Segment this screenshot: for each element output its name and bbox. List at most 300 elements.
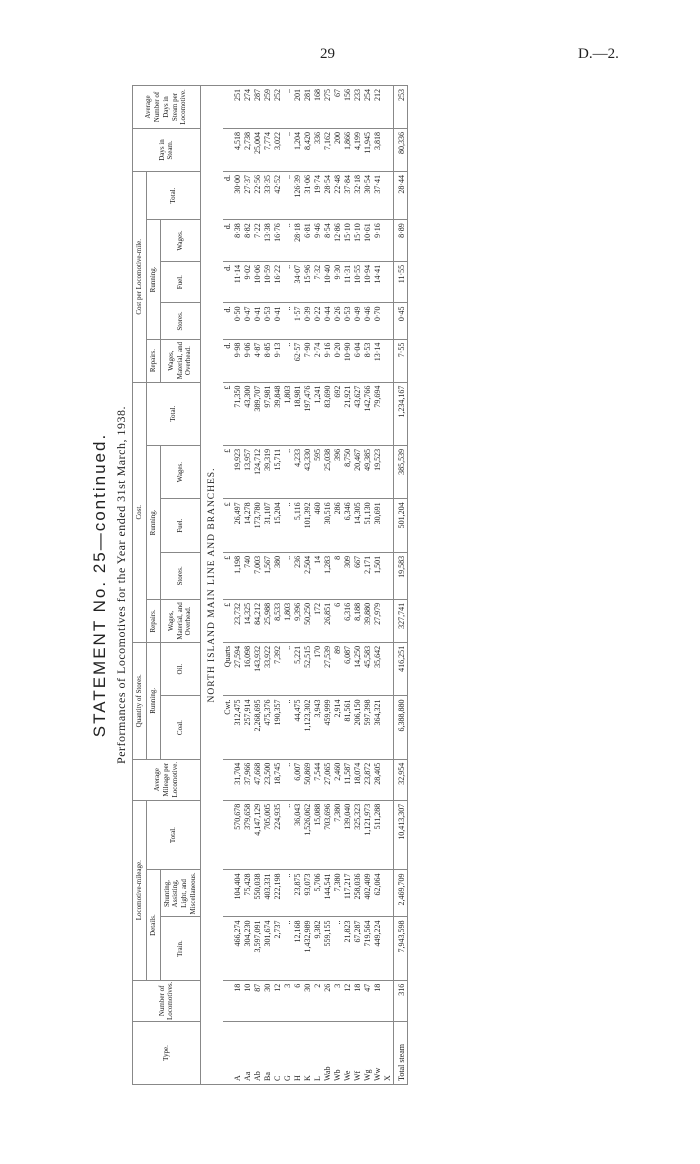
- value-cell: [383, 499, 394, 553]
- value-cell: 18: [233, 980, 243, 1021]
- type-cell: Aa: [243, 1022, 253, 1085]
- value-cell: [383, 220, 394, 262]
- value-cell: 501,204: [393, 499, 407, 553]
- value-cell: ..: [283, 129, 293, 172]
- value-cell: 7,162: [323, 129, 333, 172]
- value-cell: 42·52: [273, 172, 283, 220]
- value-cell: 460: [313, 499, 323, 553]
- value-cell: 2,268,695: [253, 696, 263, 759]
- col-group-details: Details.: [146, 870, 160, 980]
- value-cell: 1,198: [233, 552, 243, 599]
- value-cell: 6,316: [343, 599, 353, 642]
- value-cell: 30: [263, 980, 273, 1021]
- value-cell: 6,388,880: [393, 696, 407, 759]
- col-train: Train.: [160, 917, 200, 980]
- col-shunting: Shunting, Assisting, Light, and Miscellaneous.: [160, 870, 200, 917]
- value-cell: 740: [243, 552, 253, 599]
- value-cell: 8: [333, 552, 343, 599]
- value-cell: 403,331: [263, 870, 273, 917]
- table-row: [243, 86, 253, 1085]
- value-cell: 719,564: [363, 917, 373, 980]
- table-row: [343, 86, 353, 1085]
- type-cell: Ab: [253, 1022, 263, 1085]
- value-cell: ..: [283, 870, 293, 917]
- value-cell: 7·90: [303, 339, 313, 382]
- value-cell: 0·41: [273, 303, 283, 339]
- value-cell: 0·50: [233, 303, 243, 339]
- value-cell: 10: [243, 980, 253, 1021]
- value-cell: 20,467: [353, 445, 363, 499]
- value-cell: 35,642: [373, 642, 383, 696]
- value-cell: 703,696: [323, 800, 333, 870]
- value-cell: 2,738: [243, 129, 253, 172]
- value-cell: 30: [303, 980, 313, 1021]
- col-stores: Stores.: [160, 552, 200, 599]
- value-cell: 4·87: [253, 339, 263, 382]
- value-cell: 142,766: [363, 382, 373, 445]
- value-cell: 0·20: [333, 339, 343, 382]
- unit-cell: Quarts: [223, 642, 233, 696]
- col-group-cost-per: Cost per Locomotive-mile.: [133, 172, 147, 383]
- value-cell: 19,923: [233, 445, 243, 499]
- value-cell: 7·32: [313, 261, 323, 303]
- col-fuel-per: Fuel.: [160, 261, 200, 303]
- value-cell: 39,880: [363, 599, 373, 642]
- col-group-repairs-per: Repairs.: [146, 339, 160, 382]
- value-cell: 23,875: [293, 870, 303, 917]
- value-cell: 0·26: [333, 303, 343, 339]
- value-cell: 10·06: [253, 261, 263, 303]
- value-cell: 316: [393, 980, 407, 1021]
- value-cell: 19·74: [313, 172, 323, 220]
- table-row: [373, 86, 383, 1085]
- value-cell: 2: [313, 980, 323, 1021]
- value-cell: 3,943: [313, 696, 323, 759]
- col-wages: Wages.: [160, 445, 200, 499]
- value-cell: 16,098: [243, 642, 253, 696]
- col-group-cost: Cost.: [133, 382, 147, 642]
- value-cell: 475,376: [263, 696, 273, 759]
- value-cell: 705,005: [263, 800, 273, 870]
- value-cell: 23,872: [363, 759, 373, 800]
- type-cell: Wab: [323, 1022, 333, 1085]
- value-cell: 18,981: [293, 382, 303, 445]
- col-stores-per: Stores.: [160, 303, 200, 339]
- value-cell: 139,040: [343, 800, 353, 870]
- value-cell: 9·13: [273, 339, 283, 382]
- value-cell: 1,526,062: [303, 800, 313, 870]
- value-cell: 11·14: [233, 261, 243, 303]
- value-cell: [383, 129, 394, 172]
- value-cell: [383, 303, 394, 339]
- value-cell: 50,869: [303, 759, 313, 800]
- value-cell: 172: [313, 599, 323, 642]
- type-cell: C: [273, 1022, 283, 1085]
- value-cell: 80,336: [393, 129, 407, 172]
- value-cell: 33,922: [263, 642, 273, 696]
- value-cell: 1,234,167: [393, 382, 407, 445]
- value-cell: 7·55: [393, 339, 407, 382]
- type-cell: G: [283, 1022, 293, 1085]
- value-cell: 1,123,302: [303, 696, 313, 759]
- unit-cell: £: [223, 552, 233, 599]
- value-cell: 253: [393, 86, 407, 129]
- value-cell: [383, 86, 394, 129]
- value-cell: ..: [283, 220, 293, 262]
- value-cell: 33·35: [263, 172, 273, 220]
- value-cell: 7,544: [313, 759, 323, 800]
- value-cell: 402,409: [363, 870, 373, 917]
- value-cell: 67,287: [353, 917, 363, 980]
- value-cell: 692: [333, 382, 343, 445]
- value-cell: 5,116: [293, 499, 303, 553]
- value-cell: 281: [303, 86, 313, 129]
- value-cell: 26,851: [323, 599, 333, 642]
- value-cell: 252: [273, 86, 283, 129]
- value-cell: 87: [253, 980, 263, 1021]
- value-cell: 336: [313, 129, 323, 172]
- unit-cell: [223, 870, 233, 917]
- value-cell: [383, 696, 394, 759]
- value-cell: 10,413,307: [393, 800, 407, 870]
- value-cell: 0·47: [243, 303, 253, 339]
- value-cell: 3: [283, 980, 293, 1021]
- value-cell: 570,678: [233, 800, 243, 870]
- value-cell: 6·04: [353, 339, 363, 382]
- value-cell: 15·96: [303, 261, 313, 303]
- value-cell: 6·81: [303, 220, 313, 262]
- value-cell: 1,121,973: [363, 800, 373, 870]
- value-cell: 52,515: [303, 642, 313, 696]
- table-row: [263, 86, 273, 1085]
- type-cell: Wf: [353, 1022, 363, 1085]
- type-cell: L: [313, 1022, 323, 1085]
- table-row: [293, 86, 303, 1085]
- unit-cell: [223, 800, 233, 870]
- value-cell: 3,022: [273, 129, 283, 172]
- value-cell: 258,036: [353, 870, 363, 917]
- unit-cell: d.: [223, 172, 233, 220]
- value-cell: 75,428: [243, 870, 253, 917]
- value-cell: 31·06: [303, 172, 313, 220]
- value-cell: 224,935: [273, 800, 283, 870]
- value-cell: [383, 382, 394, 445]
- value-cell: 15,711: [273, 445, 283, 499]
- value-cell: 1·57: [293, 303, 303, 339]
- value-cell: 7,943,598: [393, 917, 407, 980]
- value-cell: 14,250: [353, 642, 363, 696]
- value-cell: 67: [333, 86, 343, 129]
- value-cell: 15·10: [353, 220, 363, 262]
- value-cell: 97,981: [263, 382, 273, 445]
- value-cell: [383, 172, 394, 220]
- value-cell: 257,914: [243, 696, 253, 759]
- value-cell: 31,704: [233, 759, 243, 800]
- value-cell: 1,204: [293, 129, 303, 172]
- value-cell: 10·40: [323, 261, 333, 303]
- value-cell: 47: [363, 980, 373, 1021]
- value-cell: 2,504: [303, 552, 313, 599]
- value-cell: 10·90: [343, 339, 353, 382]
- value-cell: ..: [283, 552, 293, 599]
- value-cell: [383, 339, 394, 382]
- value-cell: 168: [313, 86, 323, 129]
- value-cell: 34·07: [293, 261, 303, 303]
- value-cell: 396: [333, 445, 343, 499]
- value-cell: 13·14: [373, 339, 383, 382]
- value-cell: 10·59: [263, 261, 273, 303]
- value-cell: 28·54: [323, 172, 333, 220]
- value-cell: 143,932: [253, 642, 263, 696]
- value-cell: 28,405: [373, 759, 383, 800]
- value-cell: 201: [293, 86, 303, 129]
- value-cell: [383, 445, 394, 499]
- total-row: [393, 86, 407, 1085]
- value-cell: 11,945: [363, 129, 373, 172]
- value-cell: 2,171: [363, 552, 373, 599]
- value-cell: 4,518: [233, 129, 243, 172]
- value-cell: 25,004: [253, 129, 263, 172]
- value-cell: 3: [333, 980, 343, 1021]
- value-cell: 2,469,709: [393, 870, 407, 917]
- value-cell: 364,321: [373, 696, 383, 759]
- value-cell: 124,712: [253, 445, 263, 499]
- value-cell: 25,038: [323, 445, 333, 499]
- col-fuel: Fuel.: [160, 499, 200, 553]
- value-cell: 0·39: [303, 303, 313, 339]
- value-cell: 379,658: [243, 800, 253, 870]
- value-cell: 81,561: [343, 696, 353, 759]
- value-cell: ..: [283, 303, 293, 339]
- value-cell: 26,497: [233, 499, 243, 553]
- value-cell: 83,690: [323, 382, 333, 445]
- table-row: [323, 86, 333, 1085]
- value-cell: 9,396: [293, 599, 303, 642]
- value-cell: 62·57: [293, 339, 303, 382]
- table-row: [273, 86, 283, 1085]
- unit-cell: £: [223, 382, 233, 445]
- value-cell: 37·84: [343, 172, 353, 220]
- value-cell: 27,065: [323, 759, 333, 800]
- value-cell: 89: [333, 642, 343, 696]
- unit-cell: £: [223, 499, 233, 553]
- value-cell: ..: [283, 642, 293, 696]
- value-cell: 15,088: [313, 800, 323, 870]
- value-cell: 14,278: [243, 499, 253, 553]
- statement-title: STATEMENT No. 25—continued.: [90, 432, 109, 738]
- value-cell: 233: [353, 86, 363, 129]
- value-cell: 51,130: [363, 499, 373, 553]
- table-row: [363, 86, 373, 1085]
- value-cell: [383, 759, 394, 800]
- unit-cell: [223, 86, 233, 129]
- value-cell: 7·22: [253, 220, 263, 262]
- rotated-table-page: [80, 85, 610, 1085]
- value-cell: ..: [283, 800, 293, 870]
- value-cell: 251: [233, 86, 243, 129]
- table-row: [303, 86, 313, 1085]
- value-cell: 10·61: [363, 220, 373, 262]
- type-cell: K: [303, 1022, 313, 1085]
- unit-cell: [223, 980, 233, 1021]
- value-cell: 200: [333, 129, 343, 172]
- value-cell: 10·94: [363, 261, 373, 303]
- value-cell: 47,668: [253, 759, 263, 800]
- type-cell: A: [233, 1022, 243, 1085]
- value-cell: 104,404: [233, 870, 243, 917]
- value-cell: 259: [263, 86, 273, 129]
- value-cell: ..: [283, 86, 293, 129]
- value-cell: 8,188: [353, 599, 363, 642]
- value-cell: 12: [343, 980, 353, 1021]
- value-cell: 28·18: [293, 220, 303, 262]
- value-cell: 449,224: [373, 917, 383, 980]
- value-cell: 1,501: [373, 552, 383, 599]
- value-cell: 222,198: [273, 870, 283, 917]
- value-cell: 8,533: [273, 599, 283, 642]
- value-cell: [383, 800, 394, 870]
- col-oil: Oil.: [160, 642, 200, 696]
- value-cell: 31,107: [263, 499, 273, 553]
- value-cell: [383, 642, 394, 696]
- value-cell: 385,539: [393, 445, 407, 499]
- value-cell: 5,221: [293, 642, 303, 696]
- value-cell: 1,803: [283, 599, 293, 642]
- value-cell: 44,475: [293, 696, 303, 759]
- value-cell: 27·37: [243, 172, 253, 220]
- col-group-running-per: Running.: [146, 220, 160, 339]
- value-cell: 304,230: [243, 917, 253, 980]
- type-cell: X: [383, 1022, 394, 1085]
- value-cell: [383, 870, 394, 917]
- value-cell: 9·30: [333, 261, 343, 303]
- value-cell: 13,957: [243, 445, 253, 499]
- table-row: [353, 86, 363, 1085]
- value-cell: 0·70: [373, 303, 383, 339]
- value-cell: 559,155: [323, 917, 333, 980]
- page-reference: D.—2.: [578, 46, 619, 62]
- col-wages-per: Wages.: [160, 220, 200, 262]
- value-cell: 27,979: [373, 599, 383, 642]
- value-cell: 7,774: [263, 129, 273, 172]
- table-row: [313, 86, 323, 1085]
- value-cell: 18,745: [273, 759, 283, 800]
- value-cell: 9·16: [323, 339, 333, 382]
- value-cell: 84,212: [253, 599, 263, 642]
- value-cell: [383, 980, 394, 1021]
- value-cell: [383, 599, 394, 642]
- value-cell: 1,241: [313, 382, 323, 445]
- value-cell: 312,475: [233, 696, 243, 759]
- value-cell: 7,380: [333, 870, 343, 917]
- value-cell: 30·00: [233, 172, 243, 220]
- value-cell: ..: [333, 917, 343, 980]
- value-cell: 39,848: [273, 382, 283, 445]
- value-cell: 6,346: [343, 499, 353, 553]
- value-cell: 8·85: [263, 339, 273, 382]
- value-cell: 11·31: [343, 261, 353, 303]
- value-cell: 6: [333, 599, 343, 642]
- col-avg-days: Average Number of Days in Steam per Locomotive.: [133, 86, 201, 129]
- value-cell: 9,382: [313, 917, 323, 980]
- value-cell: 71,350: [233, 382, 243, 445]
- value-cell: 45,583: [363, 642, 373, 696]
- value-cell: 11,587: [343, 759, 353, 800]
- value-cell: 36,043: [293, 800, 303, 870]
- unit-cell: d.: [223, 261, 233, 303]
- value-cell: 18: [353, 980, 363, 1021]
- value-cell: 597,398: [363, 696, 373, 759]
- type-cell: We: [343, 1022, 353, 1085]
- col-group-repairs: Repairs.: [146, 599, 160, 642]
- page-number: 29: [320, 46, 335, 62]
- value-cell: 8·89: [393, 220, 407, 262]
- section-row: [200, 86, 223, 1085]
- value-cell: 12,168: [293, 917, 303, 980]
- value-cell: 0·44: [323, 303, 333, 339]
- value-cell: 325,323: [353, 800, 363, 870]
- value-cell: 8·54: [323, 220, 333, 262]
- value-cell: 18,074: [353, 759, 363, 800]
- value-cell: 32,954: [393, 759, 407, 800]
- value-cell: 0·41: [253, 303, 263, 339]
- value-cell: 380: [273, 552, 283, 599]
- value-cell: 1,866: [343, 129, 353, 172]
- value-cell: ..: [283, 759, 293, 800]
- type-cell: Wb: [333, 1022, 343, 1085]
- value-cell: 19,523: [373, 445, 383, 499]
- value-cell: 190,357: [273, 696, 283, 759]
- value-cell: 12: [273, 980, 283, 1021]
- value-cell: 0·46: [363, 303, 373, 339]
- value-cell: 14,305: [353, 499, 363, 553]
- value-cell: 18: [373, 980, 383, 1021]
- value-cell: 25,988: [263, 599, 273, 642]
- type-cell: Wg: [363, 1022, 373, 1085]
- col-group-qty-running: Running.: [146, 642, 160, 759]
- unit-cell: [223, 917, 233, 980]
- value-cell: 236: [293, 552, 303, 599]
- value-cell: 30·54: [363, 172, 373, 220]
- value-cell: 28·44: [393, 172, 407, 220]
- value-cell: 0·22: [313, 303, 323, 339]
- value-cell: 43,300: [243, 382, 253, 445]
- value-cell: 15,204: [273, 499, 283, 553]
- col-avg-mileage: Average Mileage per Locomotive.: [133, 759, 201, 800]
- value-cell: 16·76: [273, 220, 283, 262]
- value-cell: 1,283: [323, 552, 333, 599]
- value-cell: 21,823: [343, 917, 353, 980]
- value-cell: 15·10: [343, 220, 353, 262]
- value-cell: 0·49: [353, 303, 363, 339]
- value-cell: 14,325: [243, 599, 253, 642]
- value-cell: 1,567: [263, 552, 273, 599]
- value-cell: 0·53: [263, 303, 273, 339]
- value-cell: 10·55: [353, 261, 363, 303]
- value-cell: 3,818: [373, 129, 383, 172]
- unit-cell: d.: [223, 303, 233, 339]
- value-cell: 6,087: [343, 642, 353, 696]
- value-cell: 39,319: [263, 445, 273, 499]
- col-repairs-wages-per: Wages, Material, and Overhead.: [160, 339, 200, 382]
- value-cell: 2,737: [273, 917, 283, 980]
- value-cell: 9·98: [233, 339, 243, 382]
- value-cell: 79,694: [373, 382, 383, 445]
- value-cell: 173,780: [253, 499, 263, 553]
- value-cell: 11·55: [393, 261, 407, 303]
- type-cell: Total steam: [393, 1022, 407, 1085]
- statement-subtitle: Performances of Locomotives for the Year ended 31st March, 1938.: [114, 406, 128, 764]
